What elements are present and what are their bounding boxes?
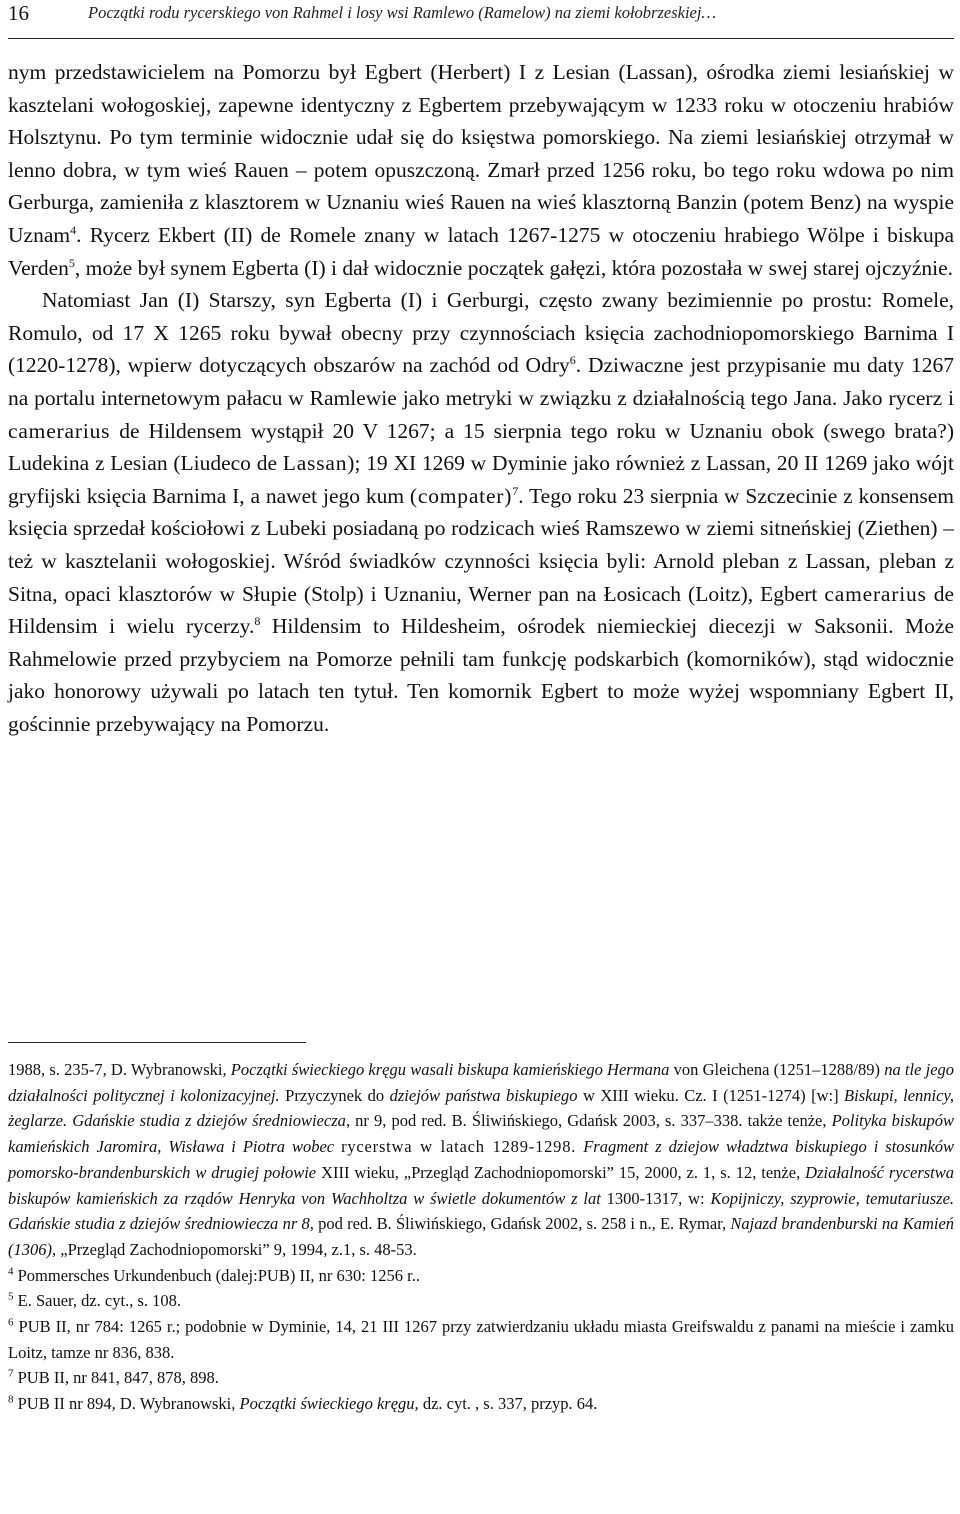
footnote-title: Najazd brandenburski na Kamień (1306), <box>8 1214 955 1259</box>
footnote-text: Przyczynek do <box>285 1085 385 1105</box>
footnote-number: 7 <box>8 1367 14 1380</box>
footnote-text: rycerstwa w latach 1289-1298. <box>341 1137 577 1157</box>
footnote-title: Początki świeckiego kręgu, <box>239 1394 419 1414</box>
footnote-7 <box>8 1365 954 1391</box>
paragraph-text: Hildensim to Hildesheim, ośrodek niemieckiej diecezji w Saksonii. Może Rahmelowie przed przybyciem na Pomorze pełnili tam funkcję podskarbich (komorników), stąd widocznie jako honorowy używali po latach ten tytuł. Ten komornik Egbert to może wyżej wspomniany Egbert II, gościnnie przebywający na Pomorzu. <box>8 614 954 736</box>
footnote-title: na tle jego działalności politycznej i kolonizacyjnej. <box>8 1060 955 1105</box>
footnote-number: 6 <box>8 1316 14 1329</box>
footnote-text: Pommersches Urkundenbuch (dalej:PUB) II, nr 630: 1256 r.. <box>17 1265 420 1285</box>
footnote-title: dziejów państwa biskupiego <box>389 1085 578 1105</box>
footnote-title: Biskupi, lennicy, żeglarze. Gdańskie studia z dziejów średniowiecza <box>8 1085 954 1131</box>
running-title: Początki rodu rycerskiego von Rahmel i losy wsi Ramlewo (Ramelow) na ziemi kołobrzeskiej… <box>88 3 717 22</box>
footnote-5 <box>8 1288 954 1314</box>
footnote-text: 1300-1317, w: <box>606 1188 705 1208</box>
footnote-text: pod red. B. Śliwińskiego, Gdańsk 2002, s. 258 i n., E. Rymar, <box>318 1214 727 1234</box>
footnote-ref-7[interactable]: 7 <box>512 483 519 498</box>
footnote-text: PUB II, nr 841, 847, 878, 898. <box>17 1368 219 1388</box>
paragraph-1 <box>8 56 954 284</box>
latin-term: (compater) <box>409 483 513 508</box>
footnote-text: dz. cyt. , s. 337, przyp. 64. <box>422 1394 598 1414</box>
paragraph-text: de Hildensim i wielu rycerzy. <box>8 581 955 639</box>
footnote-4 <box>8 1263 954 1289</box>
footnote-title: Początki świeckiego kręgu wasali biskupa kamieńskiego Hermana <box>230 1060 670 1079</box>
paragraph-text: , może był synem Egberta (I) i dał widocznie początek gałęzi, która pozostała w swej starej ojczyźnie. <box>74 255 954 280</box>
latin-term: Lassan <box>282 451 348 476</box>
footnote-number: 4 <box>8 1265 14 1278</box>
main-text <box>8 56 954 740</box>
footnote-number: 5 <box>8 1290 14 1303</box>
footnote-ref-5[interactable]: 5 <box>68 255 75 270</box>
footnote-title: Działalność rycerstwa biskupów kamieńskich za rządów Henryka von Wachholtza w świetle dokumentów z lat <box>8 1162 954 1208</box>
footnote-number: 8 <box>8 1393 14 1406</box>
footnote-ref-6[interactable]: 6 <box>569 353 576 368</box>
paragraph-text: de Hildensem wystąpił 20 V 1267; a 15 sierpnia tego roku w Uznaniu obok (swego brata?) Ludekina z Lesian (Liudeco de <box>8 418 954 476</box>
footnote-8 <box>8 1391 954 1417</box>
footnote-ref-8[interactable]: 8 <box>254 613 261 628</box>
footnotes <box>8 1057 954 1417</box>
footnote-title: Fragment z dziejow władztwa biskupiego i stosunków pomorsko-brandenburskich w drugiej połowie <box>8 1137 955 1182</box>
footnote-text: XIII wieku, „Przegląd Zachodniopomorski” 15, 2000, z. 1, s. 12, tenże, <box>321 1162 801 1182</box>
paragraph-text: ); 19 XI 1269 w Dyminie jako również z Lassan, 20 II 1269 jako wójt gryfijski księcia Barnima I, a nawet jego kum <box>8 451 954 508</box>
paragraph-2 <box>8 284 954 740</box>
footnote-divider <box>8 1042 306 1043</box>
footnote-continuation <box>8 1057 954 1263</box>
footnote-title: Kopijniczy, szyprowie, temutariusze. Gdańskie studia z dziejów średniowiecza nr 8, <box>8 1188 955 1234</box>
footnote-ref-4[interactable]: 4 <box>70 222 77 237</box>
paragraph-text: . Tego roku 23 sierpnia w Szczecinie z konsensem księcia sprzedał kościołowi z Lubeki posiadaną po rodzicach wieś Ramszewo w ziemi sitneńskiej (Ziethen) – też w kasztelanii wołogoskiej. Wśród świadków czynności księcia byli: Arnold pleban z Lassan, pleban z Sitna, opaci klasztorów w Słupie (Stolp) i Uznaniu, Werner pan na Łosicach (Loitz), Egbert <box>8 483 955 606</box>
latin-term: camerarius <box>8 418 111 443</box>
footnote-title: Polityka biskupów kamieńskich Jaromira, Wisława i Piotra wobec <box>8 1111 955 1157</box>
footnote-text: w XIII wieku. Cz. I (1251-1274) [w:] <box>582 1085 839 1105</box>
footnote-text: von Gleichena (1251–1288/89) <box>673 1060 880 1079</box>
footnote-text: E. Sauer, dz. cyt., s. 108. <box>17 1291 182 1311</box>
latin-term: camerarius <box>824 581 927 606</box>
paragraph-text: nym przedstawicielem na Pomorzu był Egbert (Herbert) I z Lesian (Lassan), ośrodka ziemi lesiańskiej w kasztelani wołogoskiej, zapewne identyczny z Egbertem przebywającym w 1233 roku w otoczeniu hrabiów Holsztynu. Po tym terminie widocznie udał się do księstwa pomorskiego. Na ziemi lesiańskiej otrzymał w lenno dobra, w tym wieś Rauen – potem opuszczoną. Zmarł przed 1256 roku, bo tego roku wdowa po nim Gerburga, zamieniła z klasztorem w Uznaniu wieś Rauen na wieś klasztorną Banzin (potem Benz) na wyspie Uznam <box>8 60 954 247</box>
footnote-text: „Przegląd Zachodniopomorski” 9, 1994, z.1, s. 48-53. <box>60 1239 417 1259</box>
page-number: 16 <box>8 1 29 25</box>
footnote-6 <box>8 1314 954 1365</box>
paragraph-text: . Rycerz Ekbert (II) de Romele znany w latach 1267-1275 w otoczeniu hrabiego Wölpe i biskupa Verden <box>8 222 954 280</box>
footnote-text: , nr 9, pod red. B. Śliwińskiego, Gdańsk 2003, s. 337–338. także tenże, <box>345 1111 827 1131</box>
footnote-text: 1988, s. 235-7, D. Wybranowski, <box>8 1060 227 1079</box>
paragraph-text: Natomiast Jan (I) Starszy, syn Egberta (I) i Gerburgi, często zwany bezimiennie po prostu: Romele, Romulo, od 17 X 1265 roku bywał obecny przy czynnościach księcia zachodniopomorskiego Barnima I (1220-1278), wpierw dotyczących obszarów na zachód od Odry <box>8 288 954 378</box>
paragraph-text: . Dziwaczne jest przypisanie mu daty 1267 na portalu internetowym pałacu w Ramlewie jako metryki w związku z działalnością tego Jana. Jako rycerz i <box>8 353 954 410</box>
page-header <box>8 0 954 39</box>
footnote-text: PUB II, nr 784: 1265 r.; podobnie w Dyminie, 14, 21 III 1267 przy zatwierdzaniu układu miasta Greifswaldu z panami na mieście i zamku Loitz, tamze nr 836, 838. <box>8 1317 954 1362</box>
footnote-text: PUB II nr 894, D. Wybranowski, <box>17 1394 236 1414</box>
